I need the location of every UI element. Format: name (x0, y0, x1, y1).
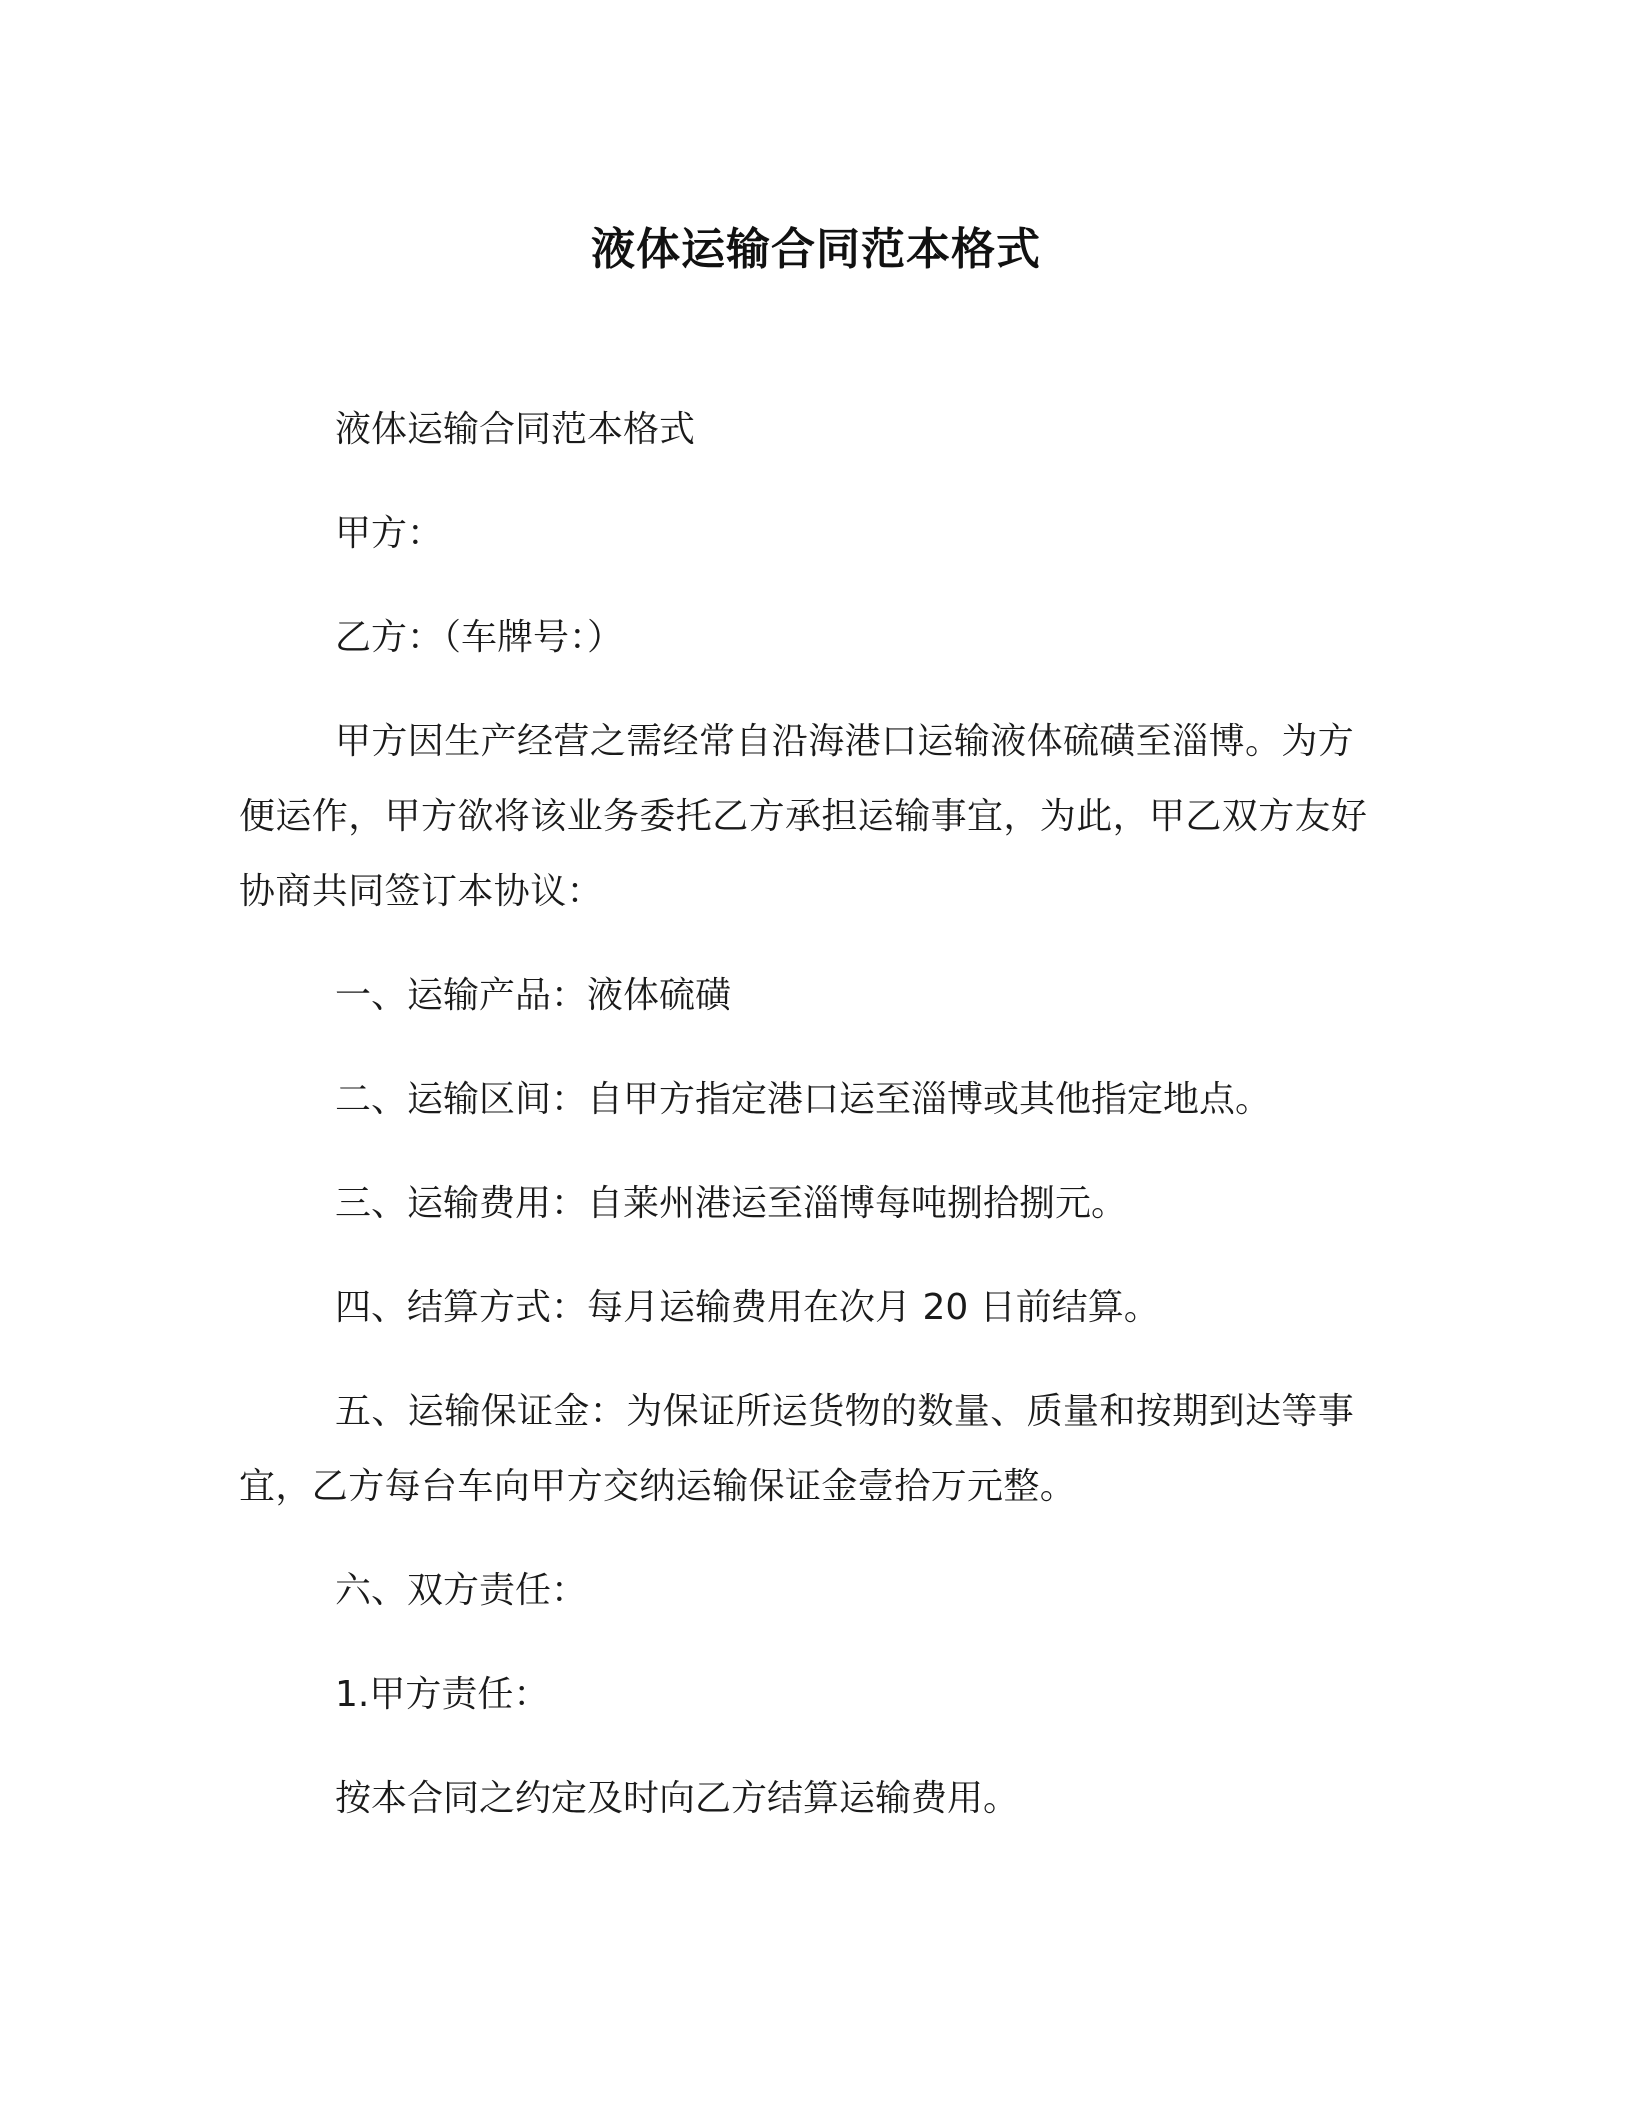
paragraph-clause-3: 三、运输费用：自莱州港运至淄博每吨捌拾捌元。 (335, 1183, 1128, 1224)
paragraph-party-a-duty-heading: 1.甲方责任： (335, 1674, 550, 1715)
paragraph-party-a: 甲方： (335, 513, 444, 554)
paragraph-clause-5: 五、运输保证金：为保证所运货物的数量、质量和按期到达等事宜，乙方每台车向甲方交纳运输保证金壹拾万元整。 (239, 1391, 1355, 1507)
paragraph-clause-1: 一、运输产品：液体硫磺 (335, 975, 732, 1016)
document-body (239, 392, 1384, 1865)
document-title: 液体运输合同范本格式 (591, 224, 1041, 275)
paragraph-party-b: 乙方：（车牌号：） (335, 617, 624, 658)
paragraph-clause-2: 二、运输区间：自甲方指定港口运至淄博或其他指定地点。 (335, 1079, 1272, 1120)
paragraph-clause-6: 六、双方责任： (335, 1570, 588, 1611)
paragraph-clause-4: 四、结算方式：每月运输费用在次月 20 日前结算。 (335, 1287, 1160, 1328)
paragraph-subtitle: 液体运输合同范本格式 (335, 409, 696, 450)
paragraph-party-a-duty-1: 按本合同之约定及时向乙方结算运输费用。 (335, 1778, 1020, 1819)
paragraph-preamble: 甲方因生产经营之需经常自沿海港口运输液体硫磺至淄博。为方便运作，甲方欲将该业务委托乙方承担运输事宜，为此，甲乙双方友好协商共同签订本协议： (239, 721, 1368, 912)
